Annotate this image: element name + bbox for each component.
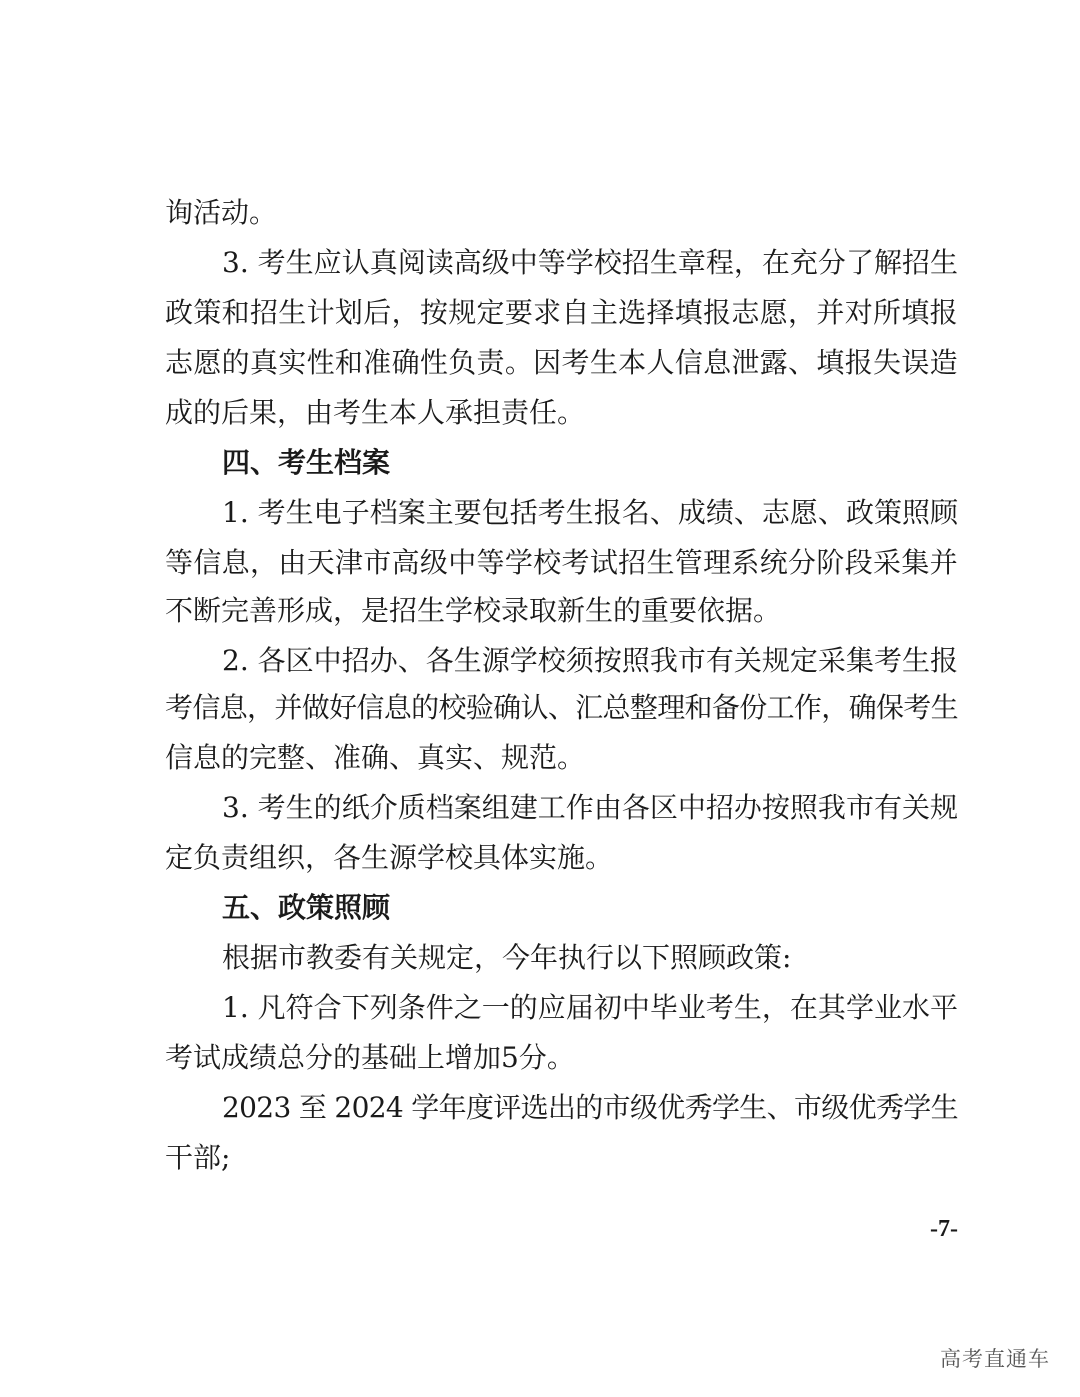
- paragraph-line: [165, 545, 958, 581]
- paragraph-line: [165, 593, 958, 629]
- line-text: 四、考生档案: [222, 446, 391, 479]
- paragraph-line: [222, 495, 958, 531]
- paragraph-line: [165, 295, 958, 331]
- line-text: 志愿的真实性和准确性负责。因考生本人信息泄露、填报失误造: [165, 346, 958, 379]
- paragraph-line: [222, 643, 958, 679]
- line-text: 信息的完整、准确、真实、规范。: [165, 741, 586, 774]
- paragraph-line: [222, 940, 958, 976]
- paragraph-line: [165, 1140, 958, 1176]
- line-text: 考试成绩总分的基础上增加5分。: [165, 1041, 575, 1074]
- paragraph-line: [222, 245, 958, 281]
- line-text: 考信息，并做好信息的校验确认、汇总整理和备份工作，确保考生: [165, 691, 958, 724]
- section-heading: [222, 445, 958, 481]
- line-text: 根据市教委有关规定，今年执行以下照顾政策:: [222, 941, 792, 974]
- paragraph-line: [165, 345, 958, 381]
- watermark: 高考直通车: [940, 1347, 1050, 1371]
- paragraph-line: [165, 195, 958, 231]
- paragraph-line: [165, 740, 958, 776]
- paragraph-line: [165, 395, 958, 431]
- line-text: 等信息，由天津市高级中等学校考试招生管理系统分阶段采集并: [165, 546, 958, 579]
- line-text: 干部;: [165, 1141, 231, 1174]
- page-number: -7-: [930, 1216, 958, 1242]
- line-text: 五、政策照顾: [222, 891, 391, 924]
- paragraph-line: [222, 790, 958, 826]
- line-text: 2023 至 2024 学年度评选出的市级优秀学生、市级优秀学生: [222, 1091, 958, 1124]
- paragraph-line: [165, 1040, 958, 1076]
- paragraph-line: [222, 1090, 958, 1126]
- paragraph-line: [165, 840, 958, 876]
- line-text: 不断完善形成，是招生学校录取新生的重要依据。: [165, 594, 782, 627]
- line-text: 2. 各区中招办、各生源学校须按照我市有关规定采集考生报: [222, 644, 958, 677]
- paragraph-line: [165, 690, 958, 726]
- paragraph-line: [222, 990, 958, 1026]
- line-text: 3. 考生应认真阅读高级中等学校招生章程，在充分了解招生: [222, 246, 958, 279]
- line-text: 政策和招生计划后，按规定要求自主选择填报志愿，并对所填报: [165, 296, 958, 329]
- line-text: 定负责组织，各生源学校具体实施。: [165, 841, 614, 874]
- line-text: 成的后果，由考生本人承担责任。: [165, 396, 586, 429]
- section-heading: [222, 890, 958, 926]
- line-text: 1. 凡符合下列条件之一的应届初中毕业考生，在其学业水平: [222, 991, 958, 1024]
- line-text: 1. 考生电子档案主要包括考生报名、成绩、志愿、政策照顾: [222, 496, 958, 529]
- line-text: 询活动。: [165, 196, 278, 229]
- line-text: 3. 考生的纸介质档案组建工作由各区中招办按照我市有关规: [222, 791, 958, 824]
